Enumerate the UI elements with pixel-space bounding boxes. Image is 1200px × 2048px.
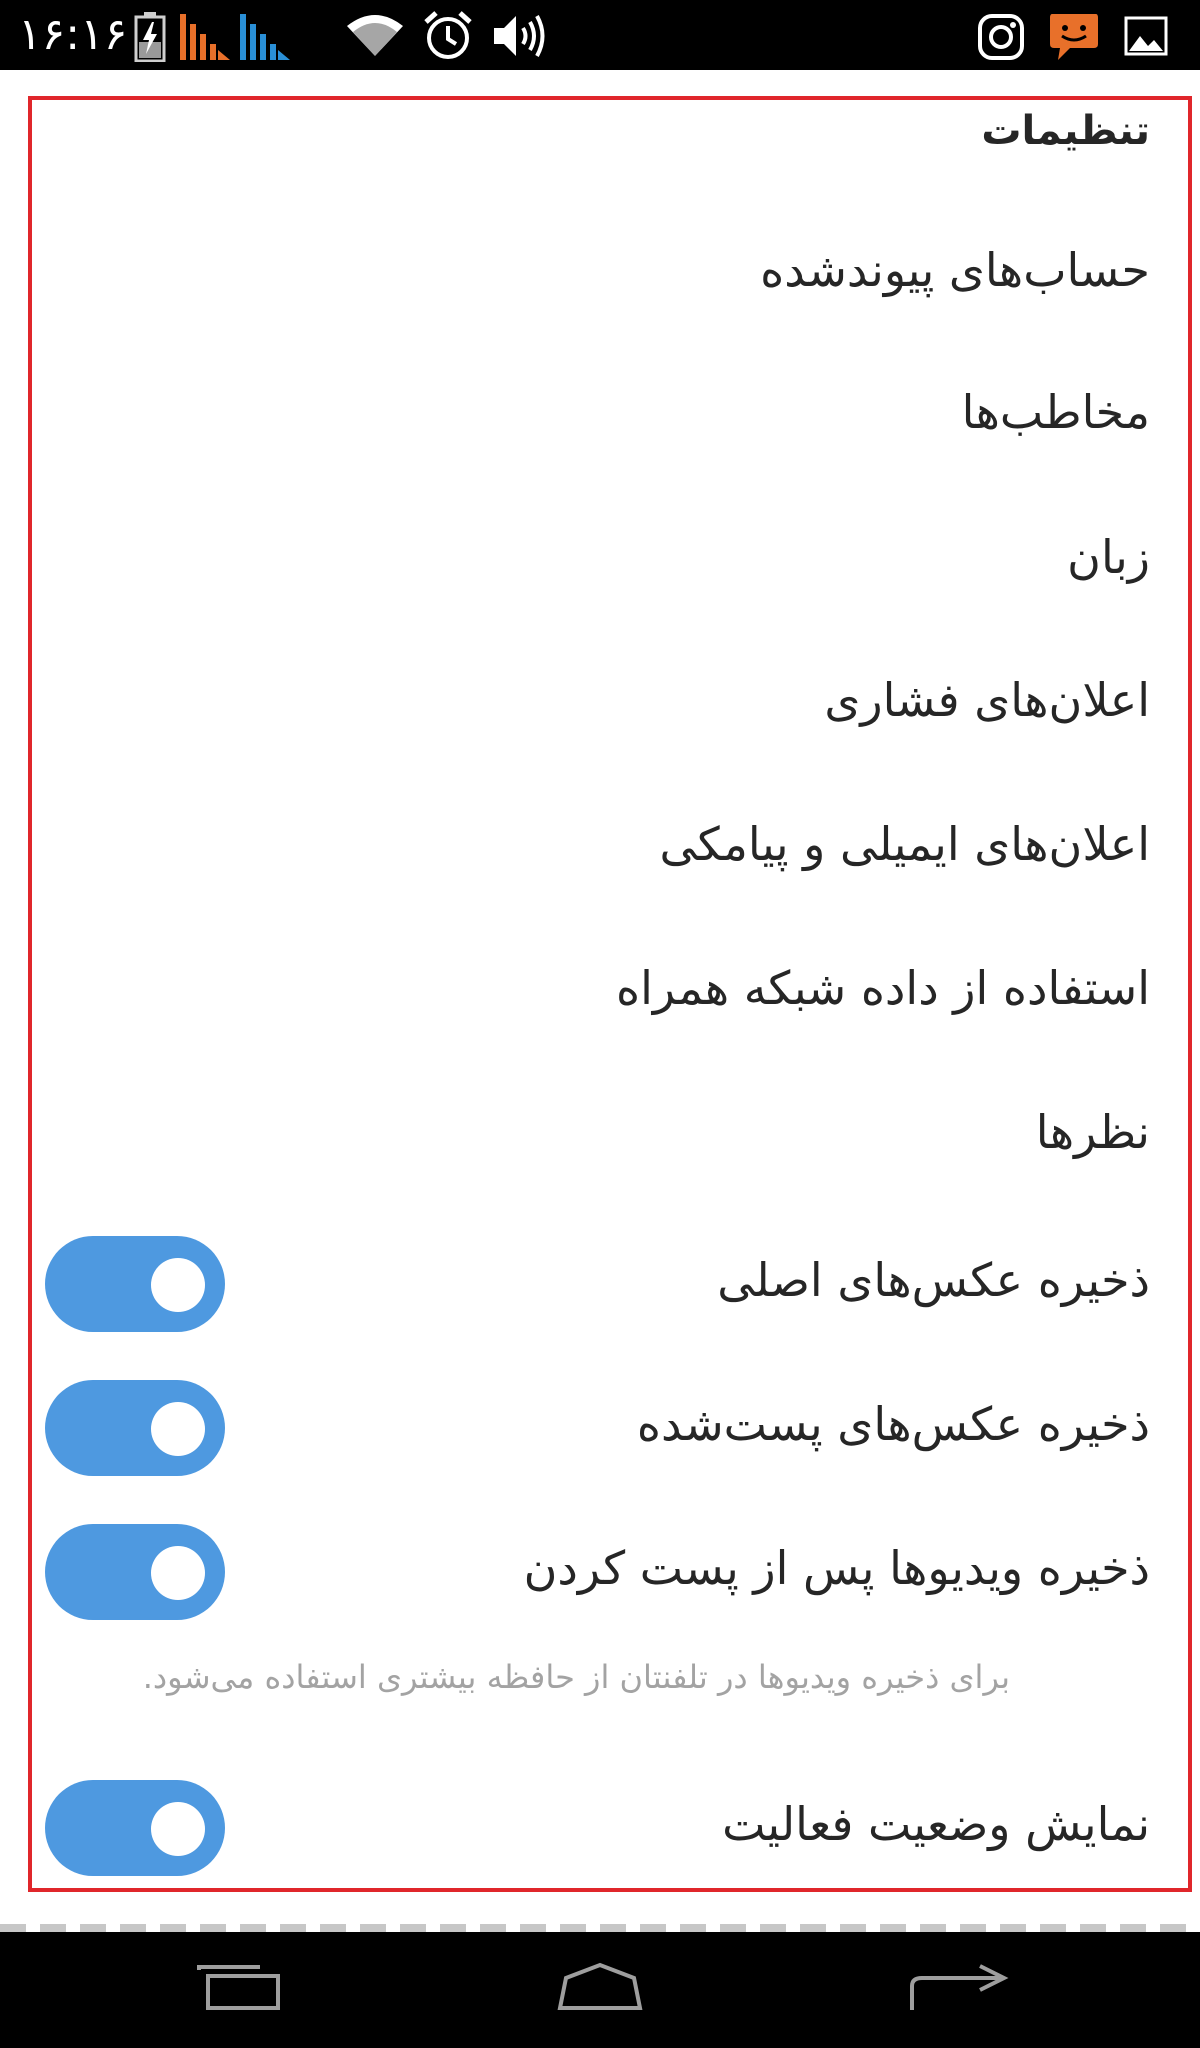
setting-save-posted-photos [0, 1380, 1200, 1480]
back-icon[interactable] [908, 1964, 1014, 2014]
toggle-knob [151, 1546, 205, 1600]
menu-item-push-notifications[interactable]: اعلان‌های فشاری [824, 673, 1150, 727]
image-icon [1124, 16, 1168, 56]
menu-item-language[interactable]: زبان [1067, 530, 1150, 584]
wifi-icon [345, 12, 405, 58]
setting-show-activity-status [0, 1780, 1200, 1880]
menu-item-contacts[interactable]: مخاطب‌ها [961, 385, 1150, 439]
recent-apps-icon[interactable] [196, 1964, 282, 2012]
alarm-icon [422, 10, 474, 62]
toggle-label: نمایش وضعیت فعالیت [722, 1797, 1150, 1851]
save-posted-photos-toggle[interactable] [45, 1380, 225, 1476]
chat-emoji-icon [1048, 12, 1100, 62]
show-activity-status-toggle[interactable] [45, 1780, 225, 1876]
setting-save-original-photos [0, 1236, 1200, 1336]
menu-item-comments[interactable]: نظرها [1035, 1105, 1150, 1159]
instagram-icon [978, 14, 1024, 60]
video-storage-hint: برای ذخیره ویدیوها در تلفنتان از حافظه بیشتری استفاده می‌شود. [142, 1658, 1010, 1696]
menu-item-linked-accounts[interactable]: حساب‌های پیوندشده [760, 243, 1150, 297]
signal-blue-icon [240, 14, 290, 60]
toggle-knob [151, 1402, 205, 1456]
toggle-label: ذخیره عکس‌های پست‌شده [636, 1397, 1150, 1451]
menu-item-email-sms-notifications[interactable]: اعلان‌های ایمیلی و پیامکی [659, 817, 1150, 871]
save-videos-after-posting-toggle[interactable] [45, 1524, 225, 1620]
navigation-bar [0, 1932, 1200, 2048]
menu-item-cellular-data-use[interactable]: استفاده از داده شبکه همراه [615, 961, 1150, 1015]
save-original-photos-toggle[interactable] [45, 1236, 225, 1332]
battery-charging-icon [134, 12, 166, 62]
cutoff-text-fragment [0, 1924, 1200, 1932]
toggle-knob [151, 1258, 205, 1312]
setting-save-videos-after-posting [0, 1524, 1200, 1624]
toggle-label: ذخیره عکس‌های اصلی [717, 1253, 1150, 1307]
page-title: تنظیمات [981, 108, 1150, 154]
toggle-label: ذخیره ویدیوها پس از پست کردن [523, 1541, 1150, 1595]
status-time: ۱۶:۱۶ [18, 9, 128, 60]
status-bar [0, 0, 1200, 70]
signal-orange-icon [180, 14, 230, 60]
volume-icon [492, 12, 548, 60]
toggle-knob [151, 1802, 205, 1856]
home-icon[interactable] [554, 1962, 646, 2012]
settings-screen [0, 70, 1200, 1932]
